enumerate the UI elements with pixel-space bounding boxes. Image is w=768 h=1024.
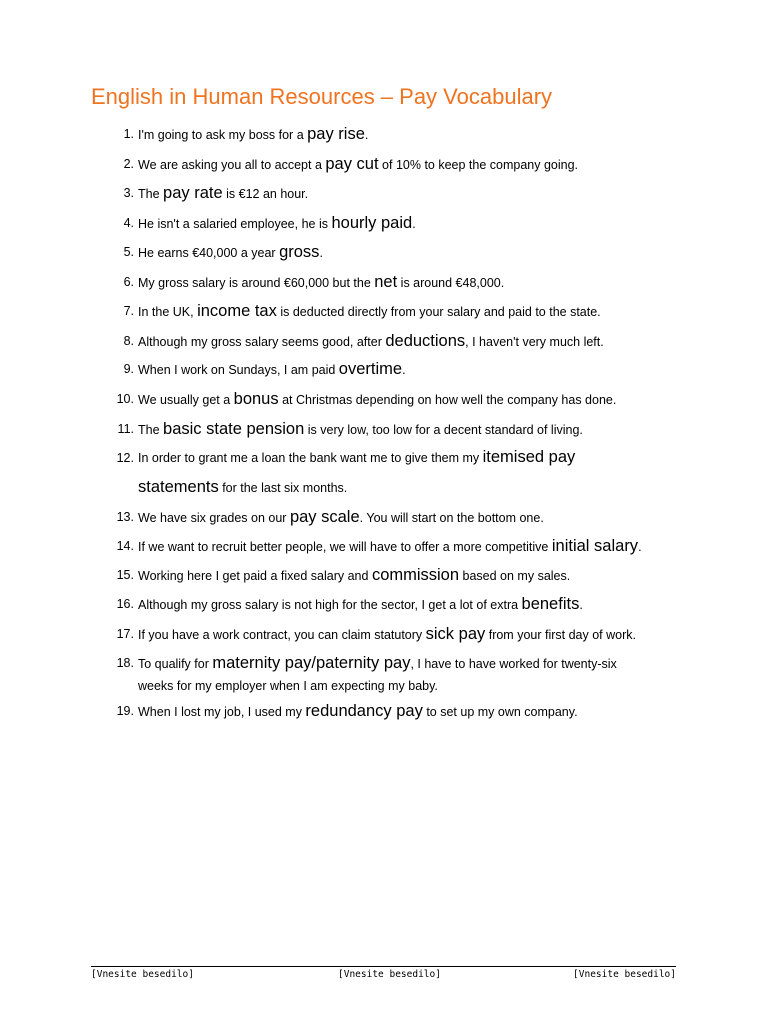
item-sentence (138, 652, 698, 697)
vocabulary-term: redundancy pay (305, 702, 423, 720)
sentence-text: is €12 an hour. (222, 187, 309, 201)
item-number: 19. (116, 704, 134, 718)
item-sentence (138, 531, 698, 562)
vocabulary-term: initial salary (551, 537, 639, 555)
vocabulary-term: overtime (338, 360, 403, 378)
vocabulary-term: deductions (385, 331, 466, 350)
item-sentence (138, 696, 698, 727)
sentence-text: We usually get a (138, 393, 234, 407)
sentence-text: is deducted directly from your salary and paid to the state. (276, 305, 601, 319)
item-number: 2. (123, 156, 134, 171)
sentence-text: based on my sales. (459, 569, 571, 583)
item-sentence (138, 326, 698, 357)
sentence-text: of 10% to keep the company going. (378, 157, 579, 172)
item-number: 12. (116, 451, 134, 465)
item-number: 7. (123, 304, 134, 318)
sentence-text: The (138, 422, 164, 437)
sentence-text: is very low, too low for a decent standard of living. (304, 422, 583, 437)
sentence-text: Although my gross salary seems good, after (138, 334, 386, 349)
sentence-text: When I lost my job, I used my (138, 705, 306, 719)
sentence-text: at Christmas depending on how well the company has done. (278, 393, 617, 407)
footer-left-placeholder[interactable]: [Vnesite besedilo] (91, 969, 194, 980)
vocabulary-term: pay cut (325, 154, 379, 173)
item-sentence (138, 237, 698, 268)
item-number: 6. (123, 274, 134, 289)
sentence-text: weeks for my employer when I am expecting my baby. (138, 679, 438, 693)
sentence-text: We have six grades on our (138, 511, 290, 525)
item-sentence (138, 560, 698, 591)
item-number: 11. (117, 421, 134, 436)
footer-center-placeholder[interactable]: [Vnesite besedilo] (338, 969, 441, 980)
vocabulary-term: income tax (197, 302, 277, 320)
item-sentence (138, 414, 698, 445)
sentence-text: My gross salary is around €60,000 but the (138, 275, 375, 290)
item-number: 17. (116, 627, 134, 641)
sentence-text: Working here I get paid a fixed salary and (138, 569, 372, 583)
vocabulary-term: pay rate (163, 184, 223, 202)
sentence-text: is around €48,000. (397, 275, 505, 290)
sentence-text: . (412, 216, 416, 231)
item-number: 5. (123, 245, 134, 259)
vocabulary-term: itemised pay (482, 448, 576, 466)
sentence-text: He earns €40,000 a year (138, 246, 280, 260)
vocabulary-term: bonus (233, 390, 279, 408)
item-number: 16. (116, 597, 134, 611)
vocabulary-term: sick pay (425, 625, 486, 643)
item-number: 13. (116, 510, 134, 524)
item-sentence (138, 149, 698, 180)
vocabulary-term: benefits (521, 595, 580, 613)
vocabulary-term: maternity pay/paternity pay (212, 654, 411, 672)
item-number: 4. (123, 215, 134, 230)
sentence-text: We are asking you all to accept a (138, 157, 326, 172)
item-sentence (138, 267, 698, 298)
vocabulary-term: commission (371, 566, 460, 584)
item-number: 15. (116, 568, 134, 582)
sentence-text: If we want to recruit better people, we will have to offer a more competitive (138, 540, 552, 554)
vocabulary-term: pay scale (289, 508, 360, 526)
footer-right-placeholder[interactable]: [Vnesite besedilo] (573, 969, 676, 980)
vocabulary-term: gross (279, 243, 320, 261)
sentence-text: I'm going to ask my boss for a (138, 128, 308, 142)
sentence-text: If you have a work contract, you can claim statutory (138, 628, 426, 642)
sentence-text: When I work on Sundays, I am paid (138, 363, 339, 377)
item-number: 1. (123, 127, 134, 141)
page-title: English in Human Resources – Pay Vocabulary (91, 84, 553, 109)
vocabulary-term: basic state pension (163, 419, 305, 438)
sentence-text: , I have to have worked for twenty-six (410, 657, 617, 671)
item-sentence (138, 119, 698, 150)
sentence-text: . (402, 363, 406, 377)
item-number: 8. (123, 333, 134, 348)
sentence-text: In the UK, (138, 305, 198, 319)
sentence-text: In order to grant me a loan the bank want me to give them my (138, 451, 483, 465)
sentence-text: to set up my own company. (422, 705, 578, 719)
item-number: 14. (116, 539, 134, 553)
sentence-text: , I haven't very much left. (465, 334, 604, 349)
item-sentence (138, 443, 698, 503)
sentence-text: for the last six months. (218, 481, 348, 495)
item-sentence (138, 208, 698, 239)
item-sentence (138, 502, 698, 533)
item-sentence (138, 619, 698, 650)
item-sentence (138, 296, 698, 327)
item-sentence (138, 384, 698, 415)
item-number: 18. (116, 656, 134, 670)
vocabulary-term: pay rise (307, 125, 365, 143)
vocabulary-term: statements (138, 478, 219, 496)
vocabulary-term: net (374, 272, 398, 291)
sentence-text: He isn't a salaried employee, he is (138, 216, 332, 231)
vocabulary-term: hourly paid (331, 213, 413, 232)
item-sentence (138, 354, 698, 385)
sentence-text: . (638, 540, 642, 554)
sentence-text: . (364, 128, 369, 142)
sentence-text: from your first day of work. (485, 628, 636, 642)
item-number: 10. (116, 392, 134, 406)
item-number: 9. (123, 362, 134, 376)
sentence-text: Although my gross salary is not high for the sector, I get a lot of extra (138, 598, 522, 612)
item-sentence (138, 589, 698, 620)
sentence-text: . You will start on the bottom one. (359, 511, 544, 525)
sentence-text: . (579, 598, 583, 612)
sentence-text: To qualify for (138, 657, 213, 671)
sentence-text: . (319, 246, 323, 260)
sentence-text: The (138, 187, 164, 201)
item-number: 3. (123, 186, 134, 200)
item-sentence (138, 178, 698, 209)
page-footer (91, 966, 676, 985)
